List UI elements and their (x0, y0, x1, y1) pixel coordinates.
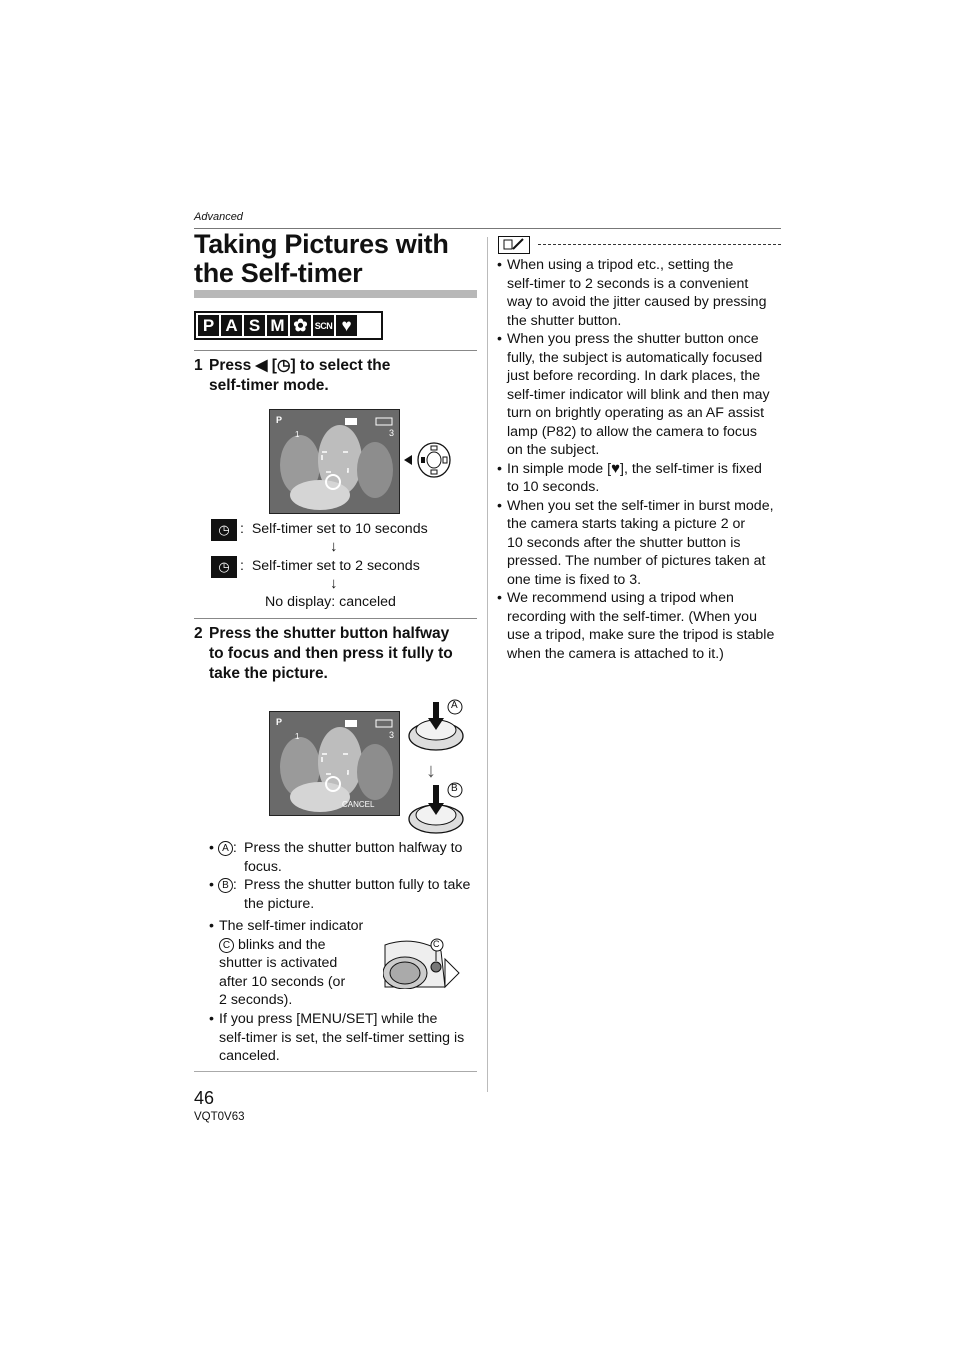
title-underline-bar (194, 290, 477, 298)
note-icon (498, 236, 530, 254)
simple-mode-icon: ♥ (336, 315, 357, 336)
note-burst-mode: • When you set the self-timer in burst mode, the camera starts taking a picture 2 or 10 seconds after the shutter button is pressed. The number of pictures taken at one time is fixed to 3. (497, 497, 787, 590)
right-notes (497, 256, 787, 663)
step-number: 2 (194, 625, 203, 642)
legend-10s: : Self-timer set to 10 seconds (240, 521, 428, 537)
mode-indicator: P (276, 415, 283, 425)
shutter-full-press-illustration (406, 781, 468, 837)
legend-none: No display: canceled (265, 594, 396, 610)
shutter-half-press-illustration (406, 698, 468, 754)
page-title: Taking Pictures with the Self-timer (194, 229, 449, 288)
column-divider (487, 237, 488, 1092)
lcd-screenshot-2 (269, 711, 400, 816)
lcd-screenshot-1 (269, 409, 400, 514)
cursor-buttons[interactable] (404, 441, 452, 479)
shots-remaining: 3 (389, 428, 395, 438)
arrow-down-icon: ↓ (330, 575, 338, 592)
mode-s-icon: S (244, 315, 265, 336)
mode-icons (194, 311, 383, 340)
mode-indicator: P (276, 717, 283, 727)
note-menu-set: • If you press [MENU/SET] while the self-timer is set, the self-timer setting is canceled. (209, 1010, 484, 1066)
macro-mode-icon: ✿ (290, 315, 311, 336)
label-b: B (218, 878, 233, 893)
stabilizer-indicator: 1 (295, 732, 300, 741)
note-a: • A : Press the shutter button halfway to focus. (209, 840, 463, 875)
note-indicator: • The self-timer indicator C blinks and the shutter is activated after 10 seconds (or 2 seconds). (209, 917, 384, 1010)
camera-front-icon (383, 937, 463, 989)
shutter-button-icon (406, 698, 468, 754)
self-timer-10s-icon: ◷ (211, 519, 237, 541)
note-tripod-recommend: • We recommend using a tripod when recording with the self-timer. (When you use a tripod, make sure the tripod is stable when the camera is attached to it.) (497, 589, 787, 663)
divider (194, 618, 477, 619)
arrow-down-icon: ↓ (330, 538, 338, 555)
step-2 (194, 624, 484, 686)
note-af-assist: • When you press the shutter button once fully, the subject is automatically focused just before recording. In dark places, the self-timer indicator will blink and then may turn on brightly operating as an AF assist lamp (P82) to allow the camera to focus on the subject. (497, 330, 787, 460)
dashed-rule (538, 244, 781, 245)
crowd-photo (270, 410, 399, 513)
label-c: C (219, 938, 234, 953)
divider (194, 1071, 477, 1072)
section-tag: Advanced (194, 211, 243, 223)
mode-m-icon: M (267, 315, 288, 336)
cursor-pad-icon (404, 441, 452, 479)
step-1 (194, 356, 484, 398)
mode-a-icon: A (221, 315, 242, 336)
arrow-down-icon: ↓ (426, 760, 436, 782)
legend-2s: : Self-timer set to 2 seconds (240, 558, 420, 574)
document-code: VQT0V63 (194, 1111, 245, 1123)
divider (194, 350, 477, 351)
label-b: B (451, 783, 458, 794)
label-c: C (433, 939, 440, 949)
crowd-photo (270, 712, 399, 815)
label-a: A (451, 700, 458, 711)
heart-icon: ♥ (611, 459, 620, 477)
shots-remaining: 3 (389, 730, 395, 740)
self-timer-indicator-illustration (383, 937, 463, 989)
self-timer-icon: ◷ (276, 357, 291, 374)
stabilizer-indicator: 1 (295, 430, 300, 439)
note-tripod-2s: • When using a tripod etc., setting the self-timer to 2 seconds is a convenient way to avoid the jitter caused by pressing the shutter button. (497, 256, 787, 330)
mode-p-icon: P (198, 315, 219, 336)
scene-mode-icon: SCN (313, 315, 334, 336)
note-b: • B : Press the shutter button fully to take the picture. (209, 877, 471, 912)
page-number: 46 (194, 1088, 215, 1108)
shutter-button-icon (406, 781, 468, 837)
pencil-memo-icon (499, 237, 528, 252)
step-text: Press ◀ [◷] to select the self-timer mode. (209, 357, 391, 394)
step-number: 1 (194, 357, 203, 374)
cancel-label: CANCEL (342, 800, 375, 809)
label-a: A (218, 841, 233, 856)
self-timer-2s-icon: ◷ (211, 556, 237, 578)
step-text: Press the shutter button halfway to focus and then press it fully to take the picture. (209, 625, 453, 682)
note-simple-mode: • In simple mode [♥], the self-timer is fixed to 10 seconds. (497, 460, 787, 497)
